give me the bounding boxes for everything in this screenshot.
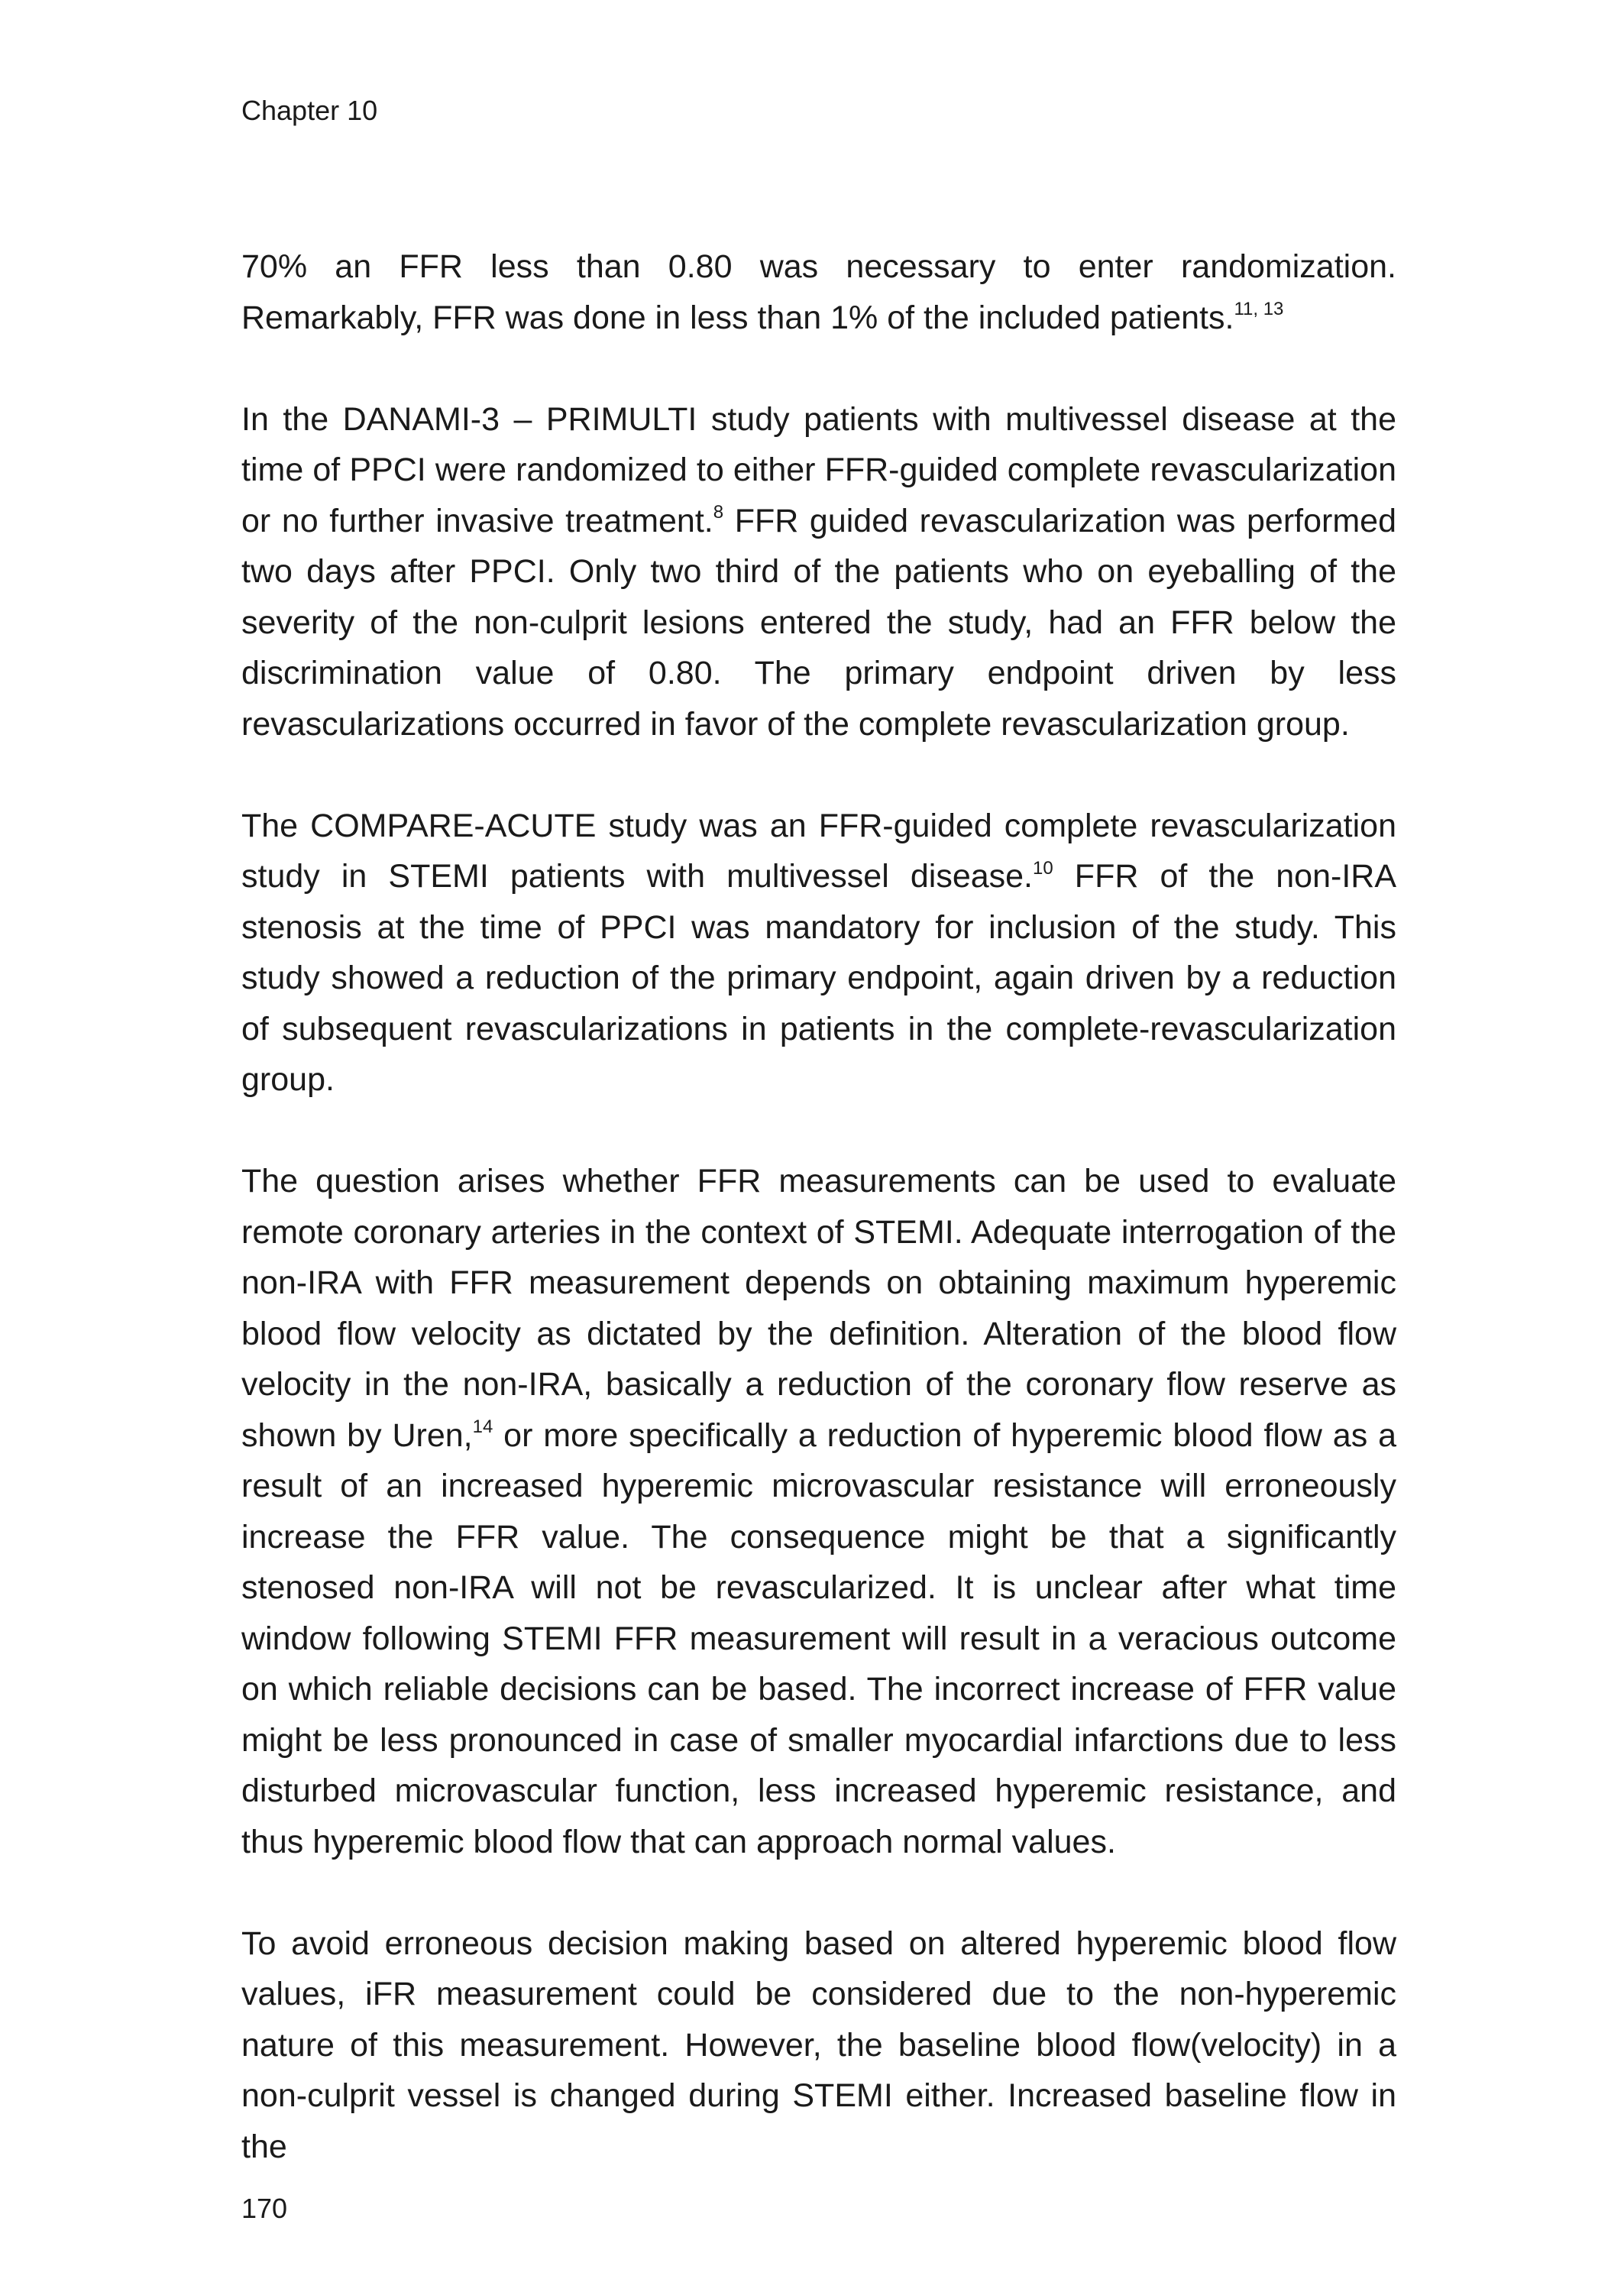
citation-superscript: 14 (472, 1416, 493, 1438)
paragraph-1 (241, 241, 1396, 343)
paragraph-2 (241, 394, 1396, 750)
paragraph-4 (241, 1156, 1396, 1867)
running-header: Chapter 10 (241, 95, 378, 126)
paragraph-text: FFR of the non-IRA stenosis at the time of PPCI was mandatory for inclusion of the study. This study showed a reduction of the primary endpoint, again driven by a reduction of subsequent revascularizations in patients in the complete-revascularization group. (241, 858, 1396, 1098)
citation-superscript: 8 (713, 502, 724, 523)
paragraph-5 (241, 1918, 1396, 2173)
citation-superscript: 11, 13 (1234, 299, 1284, 320)
paragraph-text: To avoid erroneous decision making based on altered hyperemic blood flow values, iFR measurement could be considered due to the non-hyperemic nature of this measurement. However, the baseline blood flow(velocity) in a non-culprit vessel is changed during STEMI either. Increased baseline flow in the (241, 1925, 1396, 2165)
paragraph-text: or more specifically a reduction of hyperemic blood flow as a result of an increased hyperemic microvascular resistance will erroneously increase the FFR value. The consequence might be that a significantly stenosed non-IRA will not be revascularized. It is unclear after what time window following STEMI FFR measurement will result in a veracious outcome on which reliable decisions can be based. The incorrect increase of FFR value might be less pronounced in case of smaller myocardial infarctions due to less disturbed microvascular function, less increased hyperemic resistance, and thus hyperemic blood flow that can approach normal values. (241, 1416, 1396, 1860)
paragraph-3 (241, 801, 1396, 1106)
paragraph-text: FFR guided revascularization was performed two days after PPCI. Only two third of the patients who on eyeballing of the severity of the non-culprit lesions entered the study, had an FFR below the discrimination value of 0.80. The primary endpoint driven by less revascularizations occurred in favor of the complete revascularization group. (241, 502, 1396, 743)
paragraph-text: The COMPARE-ACUTE study was an FFR-guided complete revascularization study in STEMI patients with multivessel disease. (241, 807, 1396, 895)
citation-superscript: 10 (1033, 857, 1053, 879)
page-number: 170 (241, 2193, 288, 2224)
body-text (241, 241, 1396, 2223)
paragraph-text: 70% an FFR less than 0.80 was necessary to enter randomization. Remarkably, FFR was done in less than 1% of the included patients. (241, 248, 1396, 336)
paragraph-text: The question arises whether FFR measurements can be used to evaluate remote coronary arteries in the context of STEMI. Adequate interrogation of the non-IRA with FFR measurement depends on obtaining maximum hyperemic blood flow velocity as dictated by the definition. Alteration of the blood flow velocity in the non-IRA, basically a reduction of the coronary flow reserve as shown by Uren, (241, 1163, 1396, 1454)
paragraph-text: In the DANAMI-3 – PRIMULTI study patients with multivessel disease at the time of PPCI were randomized to either FFR-guided complete revascularization or no further invasive treatment. (241, 400, 1396, 539)
